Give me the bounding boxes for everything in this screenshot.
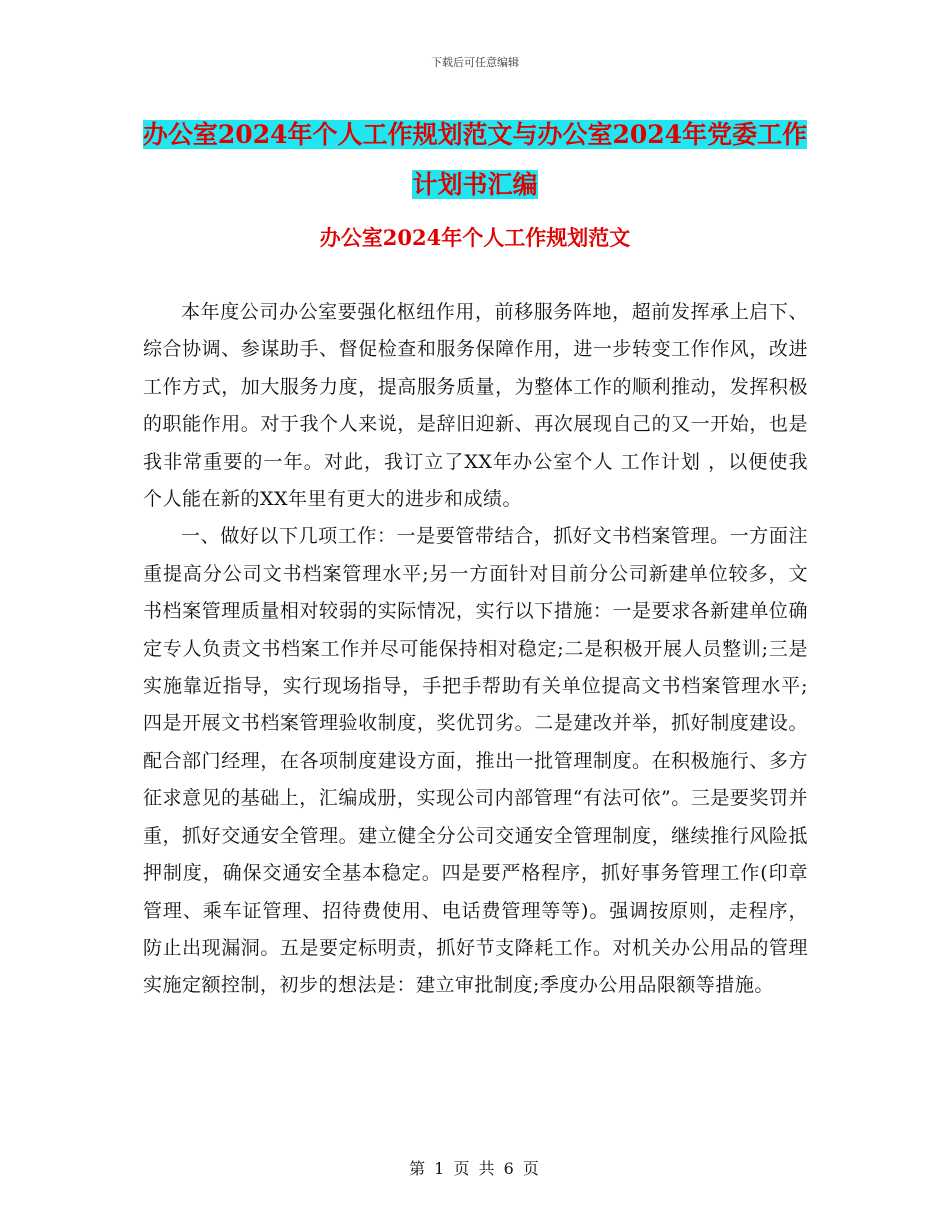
section-title: 办公室2024年个人工作规划范文 — [319, 225, 631, 250]
paragraph-1: 本年度公司办公室要强化枢纽作用，前移服务阵地，超前发挥承上启下、综合协调、参谋助手、督促检查和服务保障作用，进一步转变工作作风，改进工作方式，加大服务力度，提高服务质量，为整体工作的顺利推动，发挥积极的职能作用。对于我个人来说，是辞旧迎新、再次展现自己的又一开始，也是我非常重要的一年。对此，我订立了XX年办公室个人 工作计划 ，以便使我个人能在新的XX年里有更大的进步和成绩。 — [143, 301, 808, 511]
document-title — [140, 110, 810, 210]
header-note: 下载后可任意编辑 — [431, 56, 519, 69]
paragraph-2: 一、做好以下几项工作：一是要管带结合，抓好文书档案管理。一方面注重提高分公司文书档案管理水平;另一方面针对目前分公司新建单位较多，文书档案管理质量相对较弱的实际情况，实行以下措施：一是要求各新建单位确定专人负责文书档案工作并尽可能保持相对稳定;二是积极开展人员整训;三是实施靠近指导，实行现场指导，手把手帮助有关单位提高文书档案管理水平;四是开展文书档案管理验收制度，奖优罚劣。二是建改并举，抓好制度建设。配合部门经理，在各项制度建设方面，推出一批管理制度。在积极施行、多方征求意见的基础上，汇编成册，实现公司内部管理“有法可依”。三是要奖罚并重，抓好交通安全管理。建立健全分公司交通安全管理制度，继续推行风险抵押制度，确保交通安全基本稳定。四是要严格程序，抓好事务管理工作(印章管理、乘车证管理、招待费使用、电话费管理等等)。强调按原则，走程序，防止出现漏洞。五是要定标明责，抓好节支降耗工作。对机关办公用品的管理实施定额控制，初步的想法是：建立审批制度;季度办公用品限额等措施。 — [143, 525, 808, 997]
page-footer: 第 1 页 共 6 页 — [409, 1159, 541, 1178]
body-text — [143, 294, 808, 1005]
document-title-text: 办公室2024年个人工作规划范文与办公室2024年党委工作计划书汇编 — [142, 120, 808, 199]
